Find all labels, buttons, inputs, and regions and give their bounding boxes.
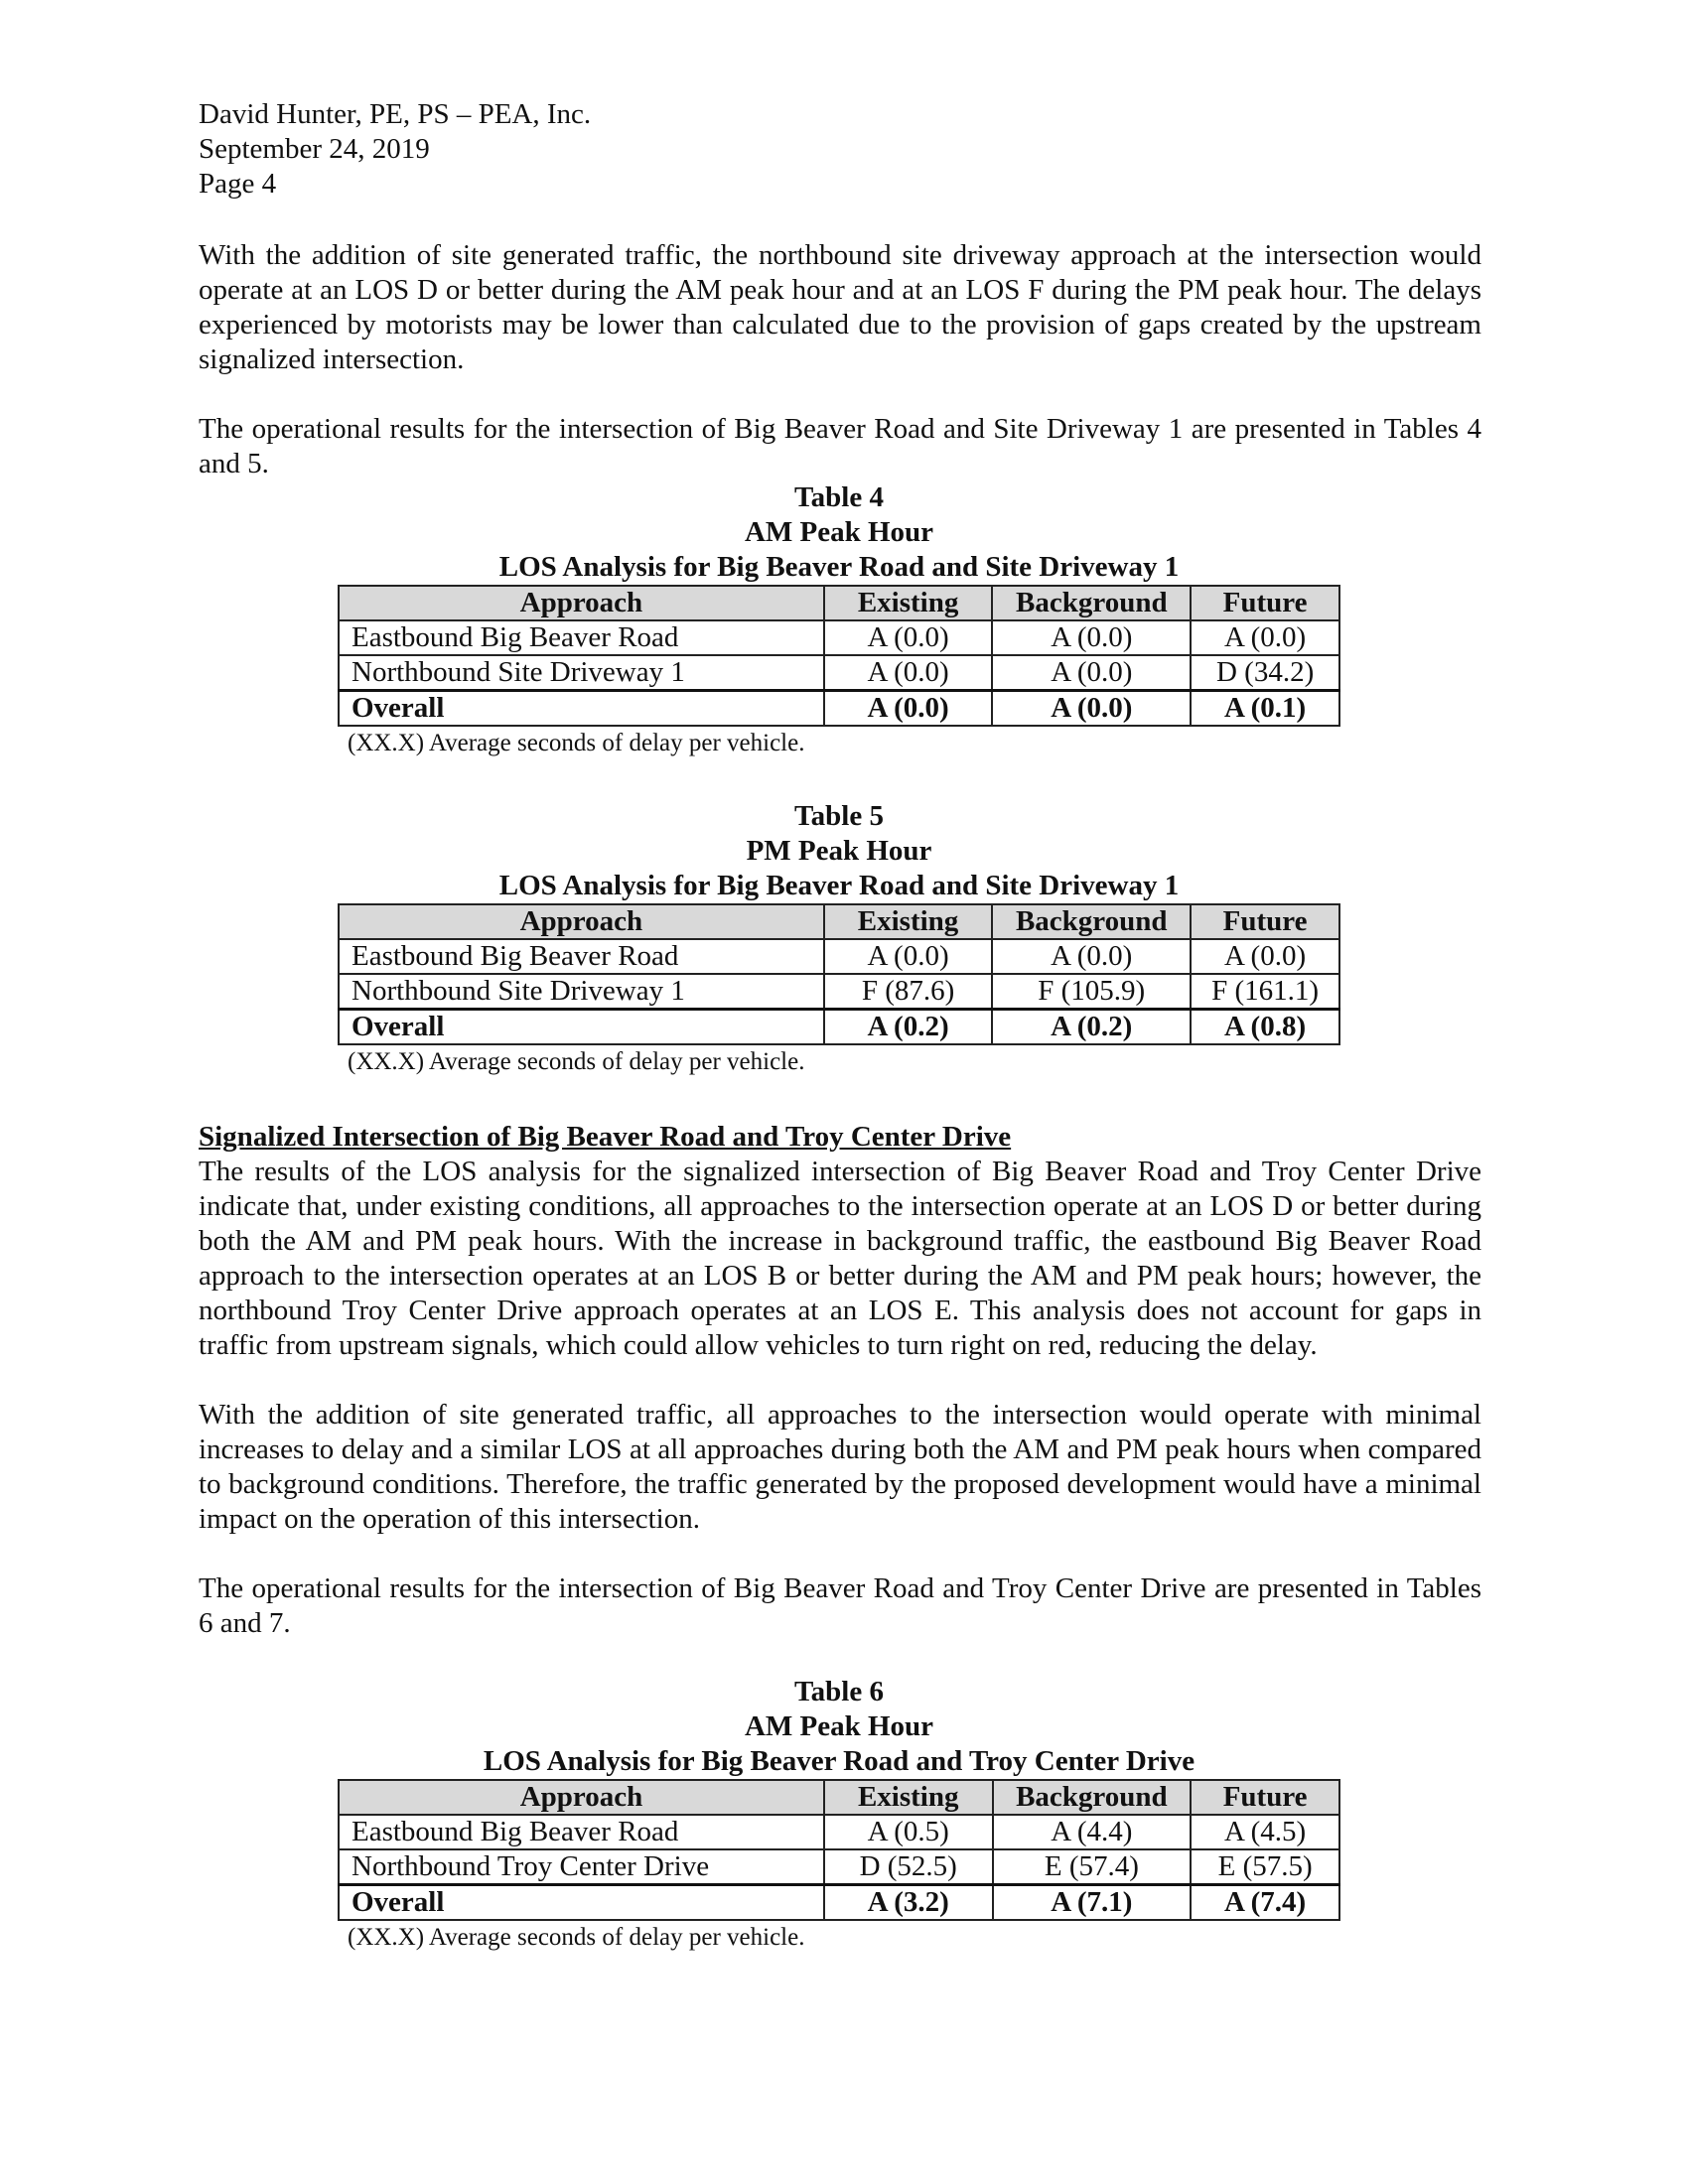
letter-header xyxy=(199,97,591,202)
approach-cell: Overall xyxy=(339,691,824,727)
table-row xyxy=(339,1849,1339,1885)
approach-cell: Overall xyxy=(339,1010,824,1045)
table-header-row xyxy=(339,586,1339,620)
overall-row xyxy=(339,1885,1339,1921)
paragraph-site-driveway-results: With the addition of site generated traffic, the northbound site driveway approach at the intersection would operate at an LOS D or better during the AM peak hour and at an LOS F during the PM peak hour. The delays experienced by motorists may be lower than calculated due to the provision of gaps created by the upstream signalized intersection. xyxy=(199,239,1481,375)
background-cell: A (0.0) xyxy=(992,655,1191,691)
future-cell: D (34.2) xyxy=(1191,655,1339,691)
column-header-background: Background xyxy=(993,1780,1192,1815)
table-header-row xyxy=(339,1780,1339,1815)
header-page-number: Page 4 xyxy=(199,168,277,200)
table-note: (XX.X) Average seconds of delay per vehicle. xyxy=(348,1048,805,1075)
existing-cell: A (0.0) xyxy=(824,691,993,727)
background-cell: A (0.0) xyxy=(992,620,1191,655)
approach-cell: Northbound Troy Center Drive xyxy=(339,1849,824,1885)
overall-row xyxy=(339,1010,1339,1045)
table-subtitle: PM Peak Hour xyxy=(746,835,932,867)
approach-cell: Overall xyxy=(339,1885,824,1921)
future-cell: F (161.1) xyxy=(1191,974,1339,1010)
column-header-approach: Approach xyxy=(339,904,824,939)
existing-cell: A (3.2) xyxy=(824,1885,993,1921)
background-cell: A (4.4) xyxy=(993,1815,1192,1849)
table-row xyxy=(339,620,1339,655)
table-subtitle: AM Peak Hour xyxy=(744,516,934,548)
future-cell: A (0.0) xyxy=(1191,939,1339,974)
table-note: (XX.X) Average seconds of delay per vehicle. xyxy=(348,1924,805,1951)
table-row xyxy=(339,1815,1339,1849)
existing-cell: D (52.5) xyxy=(824,1849,993,1885)
column-header-background: Background xyxy=(992,904,1191,939)
header-date: September 24, 2019 xyxy=(199,133,430,165)
column-header-existing: Existing xyxy=(824,1780,993,1815)
future-cell: A (4.5) xyxy=(1191,1815,1339,1849)
approach-cell: Eastbound Big Beaver Road xyxy=(339,620,824,655)
approach-cell: Northbound Site Driveway 1 xyxy=(339,655,824,691)
table-4-block xyxy=(338,480,1340,760)
background-cell: A (0.0) xyxy=(992,939,1191,974)
column-header-background: Background xyxy=(992,586,1191,620)
table-row xyxy=(339,655,1339,691)
table-caption: LOS Analysis for Big Beaver Road and Site Driveway 1 xyxy=(498,551,1180,583)
column-header-future: Future xyxy=(1191,904,1339,939)
approach-cell: Eastbound Big Beaver Road xyxy=(339,1815,824,1849)
table-note: (XX.X) Average seconds of delay per vehicle. xyxy=(348,730,805,756)
existing-cell: A (0.0) xyxy=(824,655,993,691)
table-subtitle: AM Peak Hour xyxy=(744,1710,934,1742)
table-header-row xyxy=(339,904,1339,939)
los-table xyxy=(338,585,1340,727)
existing-cell: A (0.5) xyxy=(824,1815,993,1849)
column-header-approach: Approach xyxy=(339,586,824,620)
existing-cell: A (0.2) xyxy=(824,1010,993,1045)
table-6-block xyxy=(338,1675,1340,1955)
paragraph-tables-4-5-intro: The operational results for the intersection of Big Beaver Road and Site Driveway 1 are presented in Tables 4 and 5. xyxy=(199,413,1481,479)
table-caption: LOS Analysis for Big Beaver Road and Site Driveway 1 xyxy=(498,870,1180,901)
paragraph-tables-6-7-intro: The operational results for the intersection of Big Beaver Road and Troy Center Drive are presented in Tables 6 and 7. xyxy=(199,1572,1481,1639)
column-header-existing: Existing xyxy=(824,586,993,620)
table-title: Table 5 xyxy=(794,800,884,832)
section-heading: Signalized Intersection of Big Beaver Road and Troy Center Drive xyxy=(199,1121,1012,1153)
future-cell: A (0.1) xyxy=(1191,691,1339,727)
table-title: Table 6 xyxy=(794,1676,884,1707)
column-header-future: Future xyxy=(1191,586,1339,620)
approach-cell: Northbound Site Driveway 1 xyxy=(339,974,824,1010)
background-cell: A (7.1) xyxy=(993,1885,1192,1921)
paragraph-signalized-results: The results of the LOS analysis for the signalized intersection of Big Beaver Road and Troy Center Drive indicate that, under existing conditions, all approaches to the intersection operate at an LOS D or better during both the AM and PM peak hours. With the increase in background traffic, the eastbound Big Beaver Road approach to the intersection operates at an LOS B or better during the AM and PM peak hours; however, the northbound Troy Center Drive approach operates at an LOS E. This analysis does not account for gaps in traffic from upstream signals, which could allow vehicles to turn right on red, reducing the delay. xyxy=(199,1156,1481,1361)
table-row xyxy=(339,974,1339,1010)
existing-cell: A (0.0) xyxy=(824,939,993,974)
background-cell: E (57.4) xyxy=(993,1849,1192,1885)
existing-cell: A (0.0) xyxy=(824,620,993,655)
future-cell: A (0.0) xyxy=(1191,620,1339,655)
column-header-approach: Approach xyxy=(339,1780,824,1815)
existing-cell: F (87.6) xyxy=(824,974,993,1010)
future-cell: A (7.4) xyxy=(1191,1885,1339,1921)
future-cell: E (57.5) xyxy=(1191,1849,1339,1885)
column-header-existing: Existing xyxy=(824,904,993,939)
header-author: David Hunter, PE, PS – PEA, Inc. xyxy=(199,98,592,130)
paragraph-site-traffic-impact: With the addition of site generated traffic, all approaches to the intersection would operate with minimal increases to delay and a similar LOS at all approaches during both the AM and PM peak hours when compared to background conditions. Therefore, the traffic generated by the proposed development would have a minimal impact on the operation of this intersection. xyxy=(199,1399,1481,1535)
table-row xyxy=(339,939,1339,974)
table-5-block xyxy=(338,799,1340,1079)
approach-cell: Eastbound Big Beaver Road xyxy=(339,939,824,974)
table-title: Table 4 xyxy=(794,481,884,513)
overall-row xyxy=(339,691,1339,727)
background-cell: A (0.2) xyxy=(992,1010,1191,1045)
table-caption: LOS Analysis for Big Beaver Road and Troy Center Drive xyxy=(483,1745,1196,1777)
future-cell: A (0.8) xyxy=(1191,1010,1339,1045)
los-table xyxy=(338,903,1340,1045)
los-table xyxy=(338,1779,1340,1921)
column-header-future: Future xyxy=(1191,1780,1339,1815)
background-cell: F (105.9) xyxy=(992,974,1191,1010)
background-cell: A (0.0) xyxy=(992,691,1191,727)
